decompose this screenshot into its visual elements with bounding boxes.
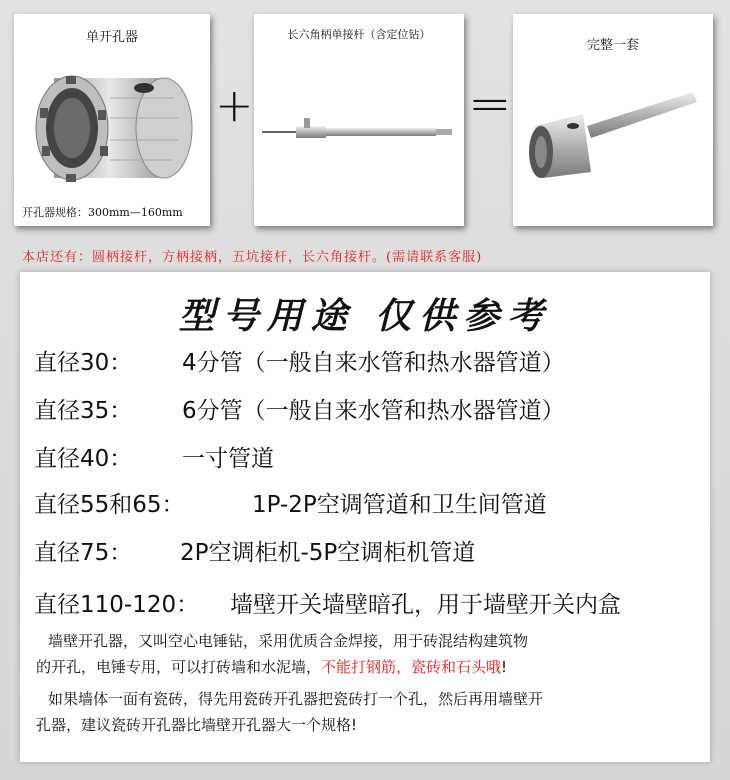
card-title: 单开孔器 bbox=[85, 30, 138, 45]
usage-panel bbox=[20, 272, 710, 762]
description-line bbox=[36, 654, 528, 680]
store-notice: 本店还有：圆柄接杆，方柄接柄，五坑接杆，长六角接杆。(需请联系客服) bbox=[22, 250, 483, 265]
diameter-usage: 墙壁开关墙壁暗孔，用于墙壁开关内盒 bbox=[230, 592, 621, 618]
diameter-row bbox=[34, 440, 274, 473]
diameter-usage: 一寸管道 bbox=[182, 446, 274, 472]
card-hex-rod bbox=[254, 14, 464, 226]
tile-advice-paragraph bbox=[36, 686, 543, 738]
description-text: 的开孔，电锤专用，可以打砖墙和水泥墙， bbox=[36, 658, 322, 676]
card-single-hole-saw bbox=[14, 14, 210, 226]
full-set-image bbox=[513, 74, 713, 194]
diameter-label: 直径55和65： bbox=[34, 492, 185, 518]
diameter-label: 直径30： bbox=[34, 350, 133, 376]
diameter-row bbox=[34, 534, 476, 567]
diameter-label: 直径40： bbox=[34, 446, 133, 472]
diameter-row bbox=[34, 486, 547, 519]
diameter-usage: 4分管（一般自来水管和热水器管道） bbox=[182, 350, 565, 376]
advice-line: 如果墙体一面有瓷砖，得先用瓷砖开孔器把瓷砖打一个孔，然后再用墙壁开 bbox=[48, 690, 544, 708]
description-line: 墙壁开孔器，又叫空心电锤钻，采用优质合金焊接，用于砖混结构建筑物 bbox=[48, 632, 529, 650]
diameter-label: 直径110-120： bbox=[34, 592, 200, 618]
advice-line: 孔器，建议瓷砖开孔器比墙壁开孔器大一个规格! bbox=[36, 716, 358, 734]
description-paragraph bbox=[36, 628, 528, 680]
diameter-usage: 6分管（一般自来水管和热水器管道） bbox=[182, 398, 565, 424]
diameter-row bbox=[34, 392, 565, 425]
warning-text: 不能打钢筋，瓷砖和石头哦 bbox=[321, 658, 502, 676]
hole-saw-image bbox=[14, 48, 210, 198]
card-full-set bbox=[513, 14, 713, 226]
diameter-label: 直径75： bbox=[34, 540, 133, 566]
plus-sign: + bbox=[215, 78, 254, 132]
equals-sign: = bbox=[468, 74, 512, 134]
description-text: ! bbox=[501, 658, 508, 676]
diameter-label: 直径35： bbox=[34, 398, 133, 424]
diameter-usage: 1P-2P空调管道和卫生间管道 bbox=[252, 492, 547, 518]
card-title: 长六角柄单接杆（含定位钻） bbox=[287, 28, 431, 41]
usage-heading: 型号用途 仅供参考 bbox=[178, 295, 552, 337]
diameter-row bbox=[34, 344, 565, 377]
hole-saw-spec: 开孔器规格：300mm—160mm bbox=[22, 206, 183, 219]
hex-rod-image bbox=[254, 106, 464, 166]
diameter-usage: 2P空调柜机-5P空调柜机管道 bbox=[180, 540, 476, 566]
diameter-row bbox=[34, 586, 621, 619]
card-title: 完整一套 bbox=[586, 38, 639, 53]
